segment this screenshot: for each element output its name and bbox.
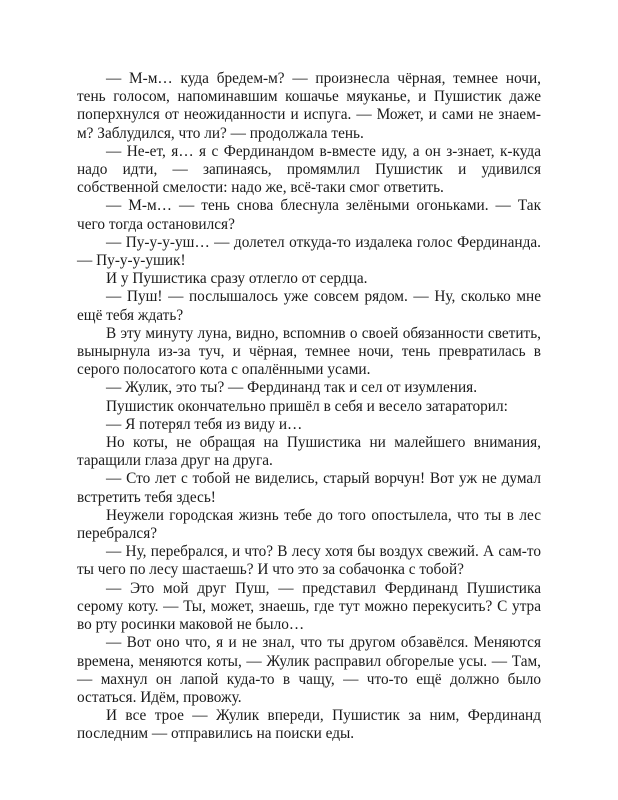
book-page bbox=[77, 70, 541, 744]
paragraph-12: — Сто лет с тобой не виделись, старый ворчун! Вот уж не думал встретить тебя здесь! bbox=[77, 470, 541, 506]
paragraph-7: В эту минуту луна, видно, вспомнив о своей обязанности светить, вынырнула из-за туч, и чёрная, темнее ночи, тень превратилась в серого полосатого кота с опалёнными усами. bbox=[77, 324, 541, 379]
paragraph-6: — Пуш! — послышалось уже совсем рядом. — Ну, сколько мне ещё тебя ждать? bbox=[77, 288, 541, 324]
paragraph-17: И все трое — Жулик впереди, Пушистик за ним, Фердинанд последним — отправились на поиски еды. bbox=[77, 707, 541, 743]
paragraph-5: И у Пушистика сразу отлегло от сердца. bbox=[106, 270, 368, 288]
paragraph-4: — Пу-у-у-уш… — долетел откуда-то издалека голос Фердинанда. — Пу-у-у-ушик! bbox=[77, 233, 541, 270]
paragraph-13: Неужели городская жизнь тебе до того опостылела, что ты в лес перебрался? bbox=[77, 506, 541, 543]
paragraph-2: — Не-ет, я… я с Фердинандом в-вместе иду, а он з-знает, к-куда надо идти, — запинаясь, промямлил Пушистик и удивился собственной смелости: надо же, всё-таки смог ответить. bbox=[77, 142, 541, 197]
paragraph-16: — Вот оно что, я и не знал, что ты другом обзавёлся. Меняются времена, меняются коты, — Жулик расправил обгорелые усы. — Там, — махнул он лапой куда-то в чащу, — что-то ещё должно было остаться. Идём, провожу. bbox=[77, 634, 541, 706]
paragraph-10: — Я потерял тебя из виду и… bbox=[106, 415, 303, 433]
paragraph-15: — Это мой друг Пуш, — представил Фердинанд Пушистика серому коту. — Ты, может, знаешь, где тут можно перекусить? С утра во рту росинки маковой не было… bbox=[77, 579, 541, 634]
paragraph-8: — Жулик, это ты? — Фердинанд так и сел от изумления. bbox=[106, 379, 478, 397]
paragraph-9: Пушистик окончательно пришёл в себя и весело затараторил: bbox=[106, 397, 508, 415]
paragraph-1: — М-м… куда бредем-м? — произнесла чёрная, темнее ночи, тень голосом, напоминавшим кошачье мяуканье, и Пушистик даже поперхнулся от неожиданности и испуга. — Может, и сами не знаем-м? Заблудился, что ли? — продолжала тень. bbox=[77, 70, 541, 142]
paragraph-14: — Ну, перебрался, и что? В лесу хотя бы воздух свежий. А сам-то ты чего по лесу шастаешь? И что это за собачонка с тобой? bbox=[77, 543, 541, 579]
paragraph-3: — М-м… — тень снова блеснула зелёными огоньками. — Так чего тогда остановился? bbox=[77, 197, 541, 233]
paragraph-11: Но коты, не обращая на Пушистика ни малейшего внимания, таращили глаза друг на друга. bbox=[77, 434, 541, 470]
